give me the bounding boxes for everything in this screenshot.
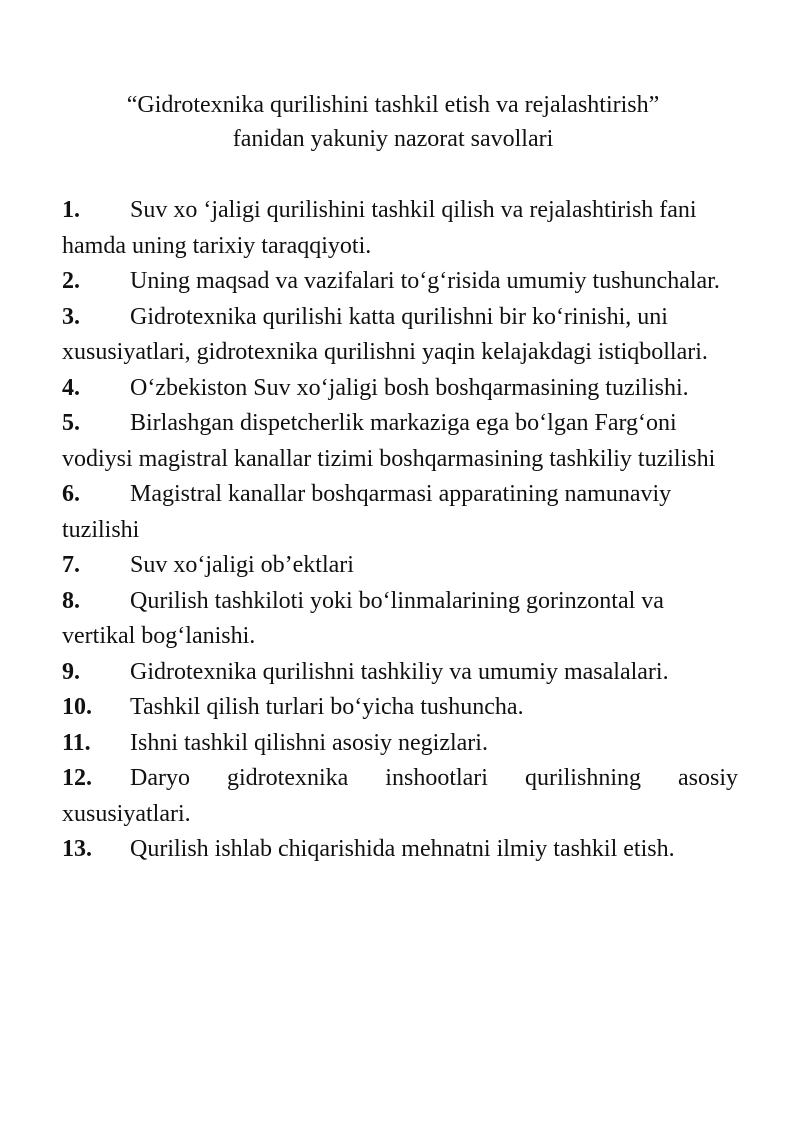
question-item (62, 832, 738, 868)
question-number: 13. (62, 836, 92, 862)
question-text: Gidrotexnika qurilishni tashkiliy va umumiy masalalari. (130, 658, 669, 685)
question-text: O‘zbekiston Suv xo‘jaligi bosh boshqarmasining tuzilishi. (130, 374, 689, 401)
title-line-2: fanidan yakuniy nazorat savollari (232, 126, 554, 152)
question-item (62, 761, 738, 832)
question-item (62, 477, 738, 548)
question-text: Gidrotexnika qurilishi katta qurilishni bir ko‘rinishi, uni xususiyatlari, gidrotexnika qurilishni yaqin kelajakdagi istiqbollari. (62, 303, 708, 365)
question-text: Suv xo‘jaligi ob’ektlari (130, 552, 354, 578)
question-text: Magistral kanallar boshqarmasi apparatining namunaviy tuzilishi (62, 481, 672, 543)
question-number: 10. (62, 694, 92, 720)
question-text: Birlashgan dispetcherlik markaziga ega bo‘lgan Farg‘oni vodiysi magistral kanallar tizimi boshqarmasining tashkiliy tuzilishi (62, 410, 716, 472)
title-line-1: “Gidrotexnika qurilishini tashkil etish va rejalashtirish” (126, 92, 660, 118)
question-text: Qurilish tashkiloti yoki bo‘linmalarining gorinzontal va vertikal bog‘lanishi. (62, 587, 664, 649)
question-item (62, 264, 738, 300)
document-title (0, 88, 800, 156)
question-item (62, 655, 738, 691)
question-text: Tashkil qilish turlari bo‘yicha tushuncha. (130, 694, 524, 720)
question-item (62, 406, 738, 477)
question-number: 2. (62, 268, 80, 294)
question-number: 6. (62, 481, 80, 507)
question-number: 12. (62, 765, 92, 791)
question-item (62, 371, 738, 407)
question-item (62, 690, 738, 726)
question-number: 9. (62, 658, 80, 685)
question-text: Suv xo ‘jaligi qurilishini tashkil qilish va rejalashtirish fani hamda uning tarixiy taraqqiyoti. (62, 197, 697, 259)
question-text: Qurilish ishlab chiqarishida mehnatni ilmiy tashkil etish. (130, 836, 675, 862)
question-item (62, 548, 738, 584)
question-list (62, 193, 738, 868)
question-item (62, 193, 738, 264)
question-number: 8. (62, 587, 80, 614)
question-number: 3. (62, 303, 80, 330)
question-item (62, 300, 738, 371)
question-number: 5. (62, 410, 80, 436)
question-text: Daryo gidrotexnika inshootlari qurilishning asosiy xususiyatlari. (62, 765, 738, 827)
question-number: 1. (62, 197, 80, 223)
question-item (62, 584, 738, 655)
question-number: 7. (62, 552, 80, 578)
question-text: Ishni tashkil qilishni asosiy negizlari. (130, 729, 488, 756)
question-text: Uning maqsad va vazifalari to‘g‘risida umumiy tushunchalar. (130, 268, 720, 294)
question-item (62, 726, 738, 762)
question-number: 4. (62, 374, 80, 401)
question-number: 11. (62, 729, 91, 756)
